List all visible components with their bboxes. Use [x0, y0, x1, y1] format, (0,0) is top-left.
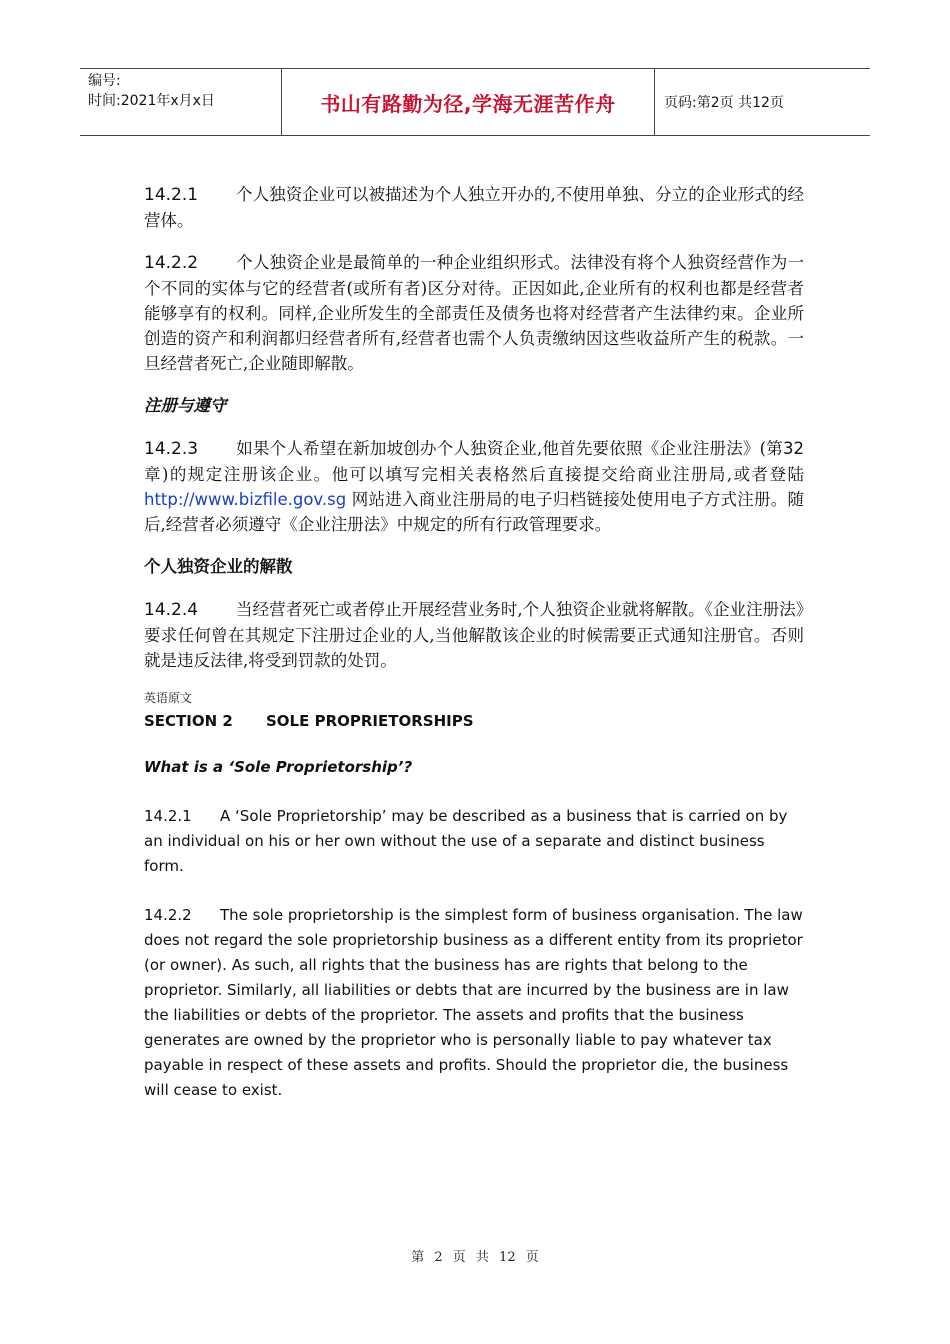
section-title: SOLE PROPRIETORSHIPS	[266, 712, 474, 730]
paragraph-number: 14.2.4	[144, 600, 199, 620]
page-header-table	[80, 68, 870, 136]
header-page-info: 页码:第2页 共12页	[664, 95, 784, 111]
paragraph-text-a: 如果个人希望在新加坡创办个人独资企业,他首先要依照《企业注册法》(第	[236, 439, 783, 458]
paragraph-number: 14.2.3	[144, 439, 199, 459]
en-paragraph-14-2-2	[144, 903, 804, 1103]
paragraph-number: 14.2.1	[144, 807, 192, 825]
paragraph-text: 当经营者死亡或者停止开展经营业务时,个人独资企业就将解散。《企业注册法》要求任何曾在其规定下注册过企业的人,当他解散该企业的时候需要正式通知注册官。否则就是违反法律,将受到罚款的处罚。	[144, 600, 804, 670]
paragraph-text: The sole proprietorship is the simplest form of business organisation. The law does not regard the sole proprietorship business as a different entity from its proprietor (or owner). As such, all rights that the business has are rights that belong to the proprietor. Similarly, all liabilities or debts that are incurred by the business are in law the liabilities or debts of the proprietor. The assets and profits that the business generates are owned by the proprietor who is personally liable to pay whatever tax payable in respect of these assets and profits. Should the proprietor die, the business will cease to exist.	[144, 906, 803, 1099]
header-motto: 书山有路勤为径,学海无涯苦作舟	[282, 69, 655, 135]
paragraph-text: 个人独资企业是最简单的一种企业组织形式。法律没有将个人独资经营作为一个不同的实体与它的经营者(或所有者)区分对待。正因如此,企业所有的权利也都是经营者能够享有的权利。同样,企业所发生的全部责任及债务也将对经营者产生法律约束。企业所创造的资产和利润都归经营者所有,经营者也需个人负责缴纳因这些收益所产生的税款。一旦经营者死亡,企业随即解散。	[144, 253, 804, 373]
page-footer: 第 2 页 共 12 页	[411, 1250, 539, 1265]
paragraph-text: 个人独资企业可以被描述为个人独立开办的,不使用单独、分立的企业形式的经营体。	[144, 185, 804, 230]
paragraph-text: A ‘Sole Proprietorship’ may be described as a business that is carried on by an individual on his or her own without the use of a separate and distinct business form.	[144, 807, 788, 875]
en-section-heading	[144, 712, 804, 730]
header-time-label: 时间:2021年x月x日	[88, 93, 215, 109]
chapter-number: 32	[783, 439, 804, 458]
cn-paragraph-14-2-4	[144, 597, 804, 673]
paragraph-text-b: 章)的规定注册该企业。他可以填写完相关表格然后直接提交给商业注册局,或者登陆	[144, 465, 804, 484]
document-body	[144, 182, 804, 1127]
en-paragraph-14-2-1	[144, 804, 804, 879]
cn-heading-registration: 注册与遵守	[144, 396, 227, 415]
bizfile-link[interactable]: http://www.bizfile.gov.sg	[144, 490, 347, 509]
cn-paragraph-14-2-3	[144, 436, 804, 537]
en-question-heading: What is a ‘Sole Proprietorship’?	[144, 758, 413, 776]
section-number: SECTION 2	[144, 712, 233, 730]
paragraph-number: 14.2.2	[144, 253, 199, 273]
paragraph-number: 14.2.1	[144, 185, 199, 205]
cn-heading-dissolution: 个人独资企业的解散	[144, 557, 293, 576]
header-number-label: 编号:	[88, 73, 121, 89]
paragraph-text-c: 网站进入商业注册局的电子归档链接处使用电子方式注册。随后,经营者必须遵守《企业注册法》中规定的所有行政管理要求。	[144, 490, 805, 534]
paragraph-number: 14.2.2	[144, 906, 192, 924]
cn-paragraph-14-2-1	[144, 182, 804, 233]
cn-paragraph-14-2-2	[144, 250, 804, 376]
english-original-label: 英语原文	[144, 691, 193, 705]
header-meta-cell	[80, 69, 282, 135]
